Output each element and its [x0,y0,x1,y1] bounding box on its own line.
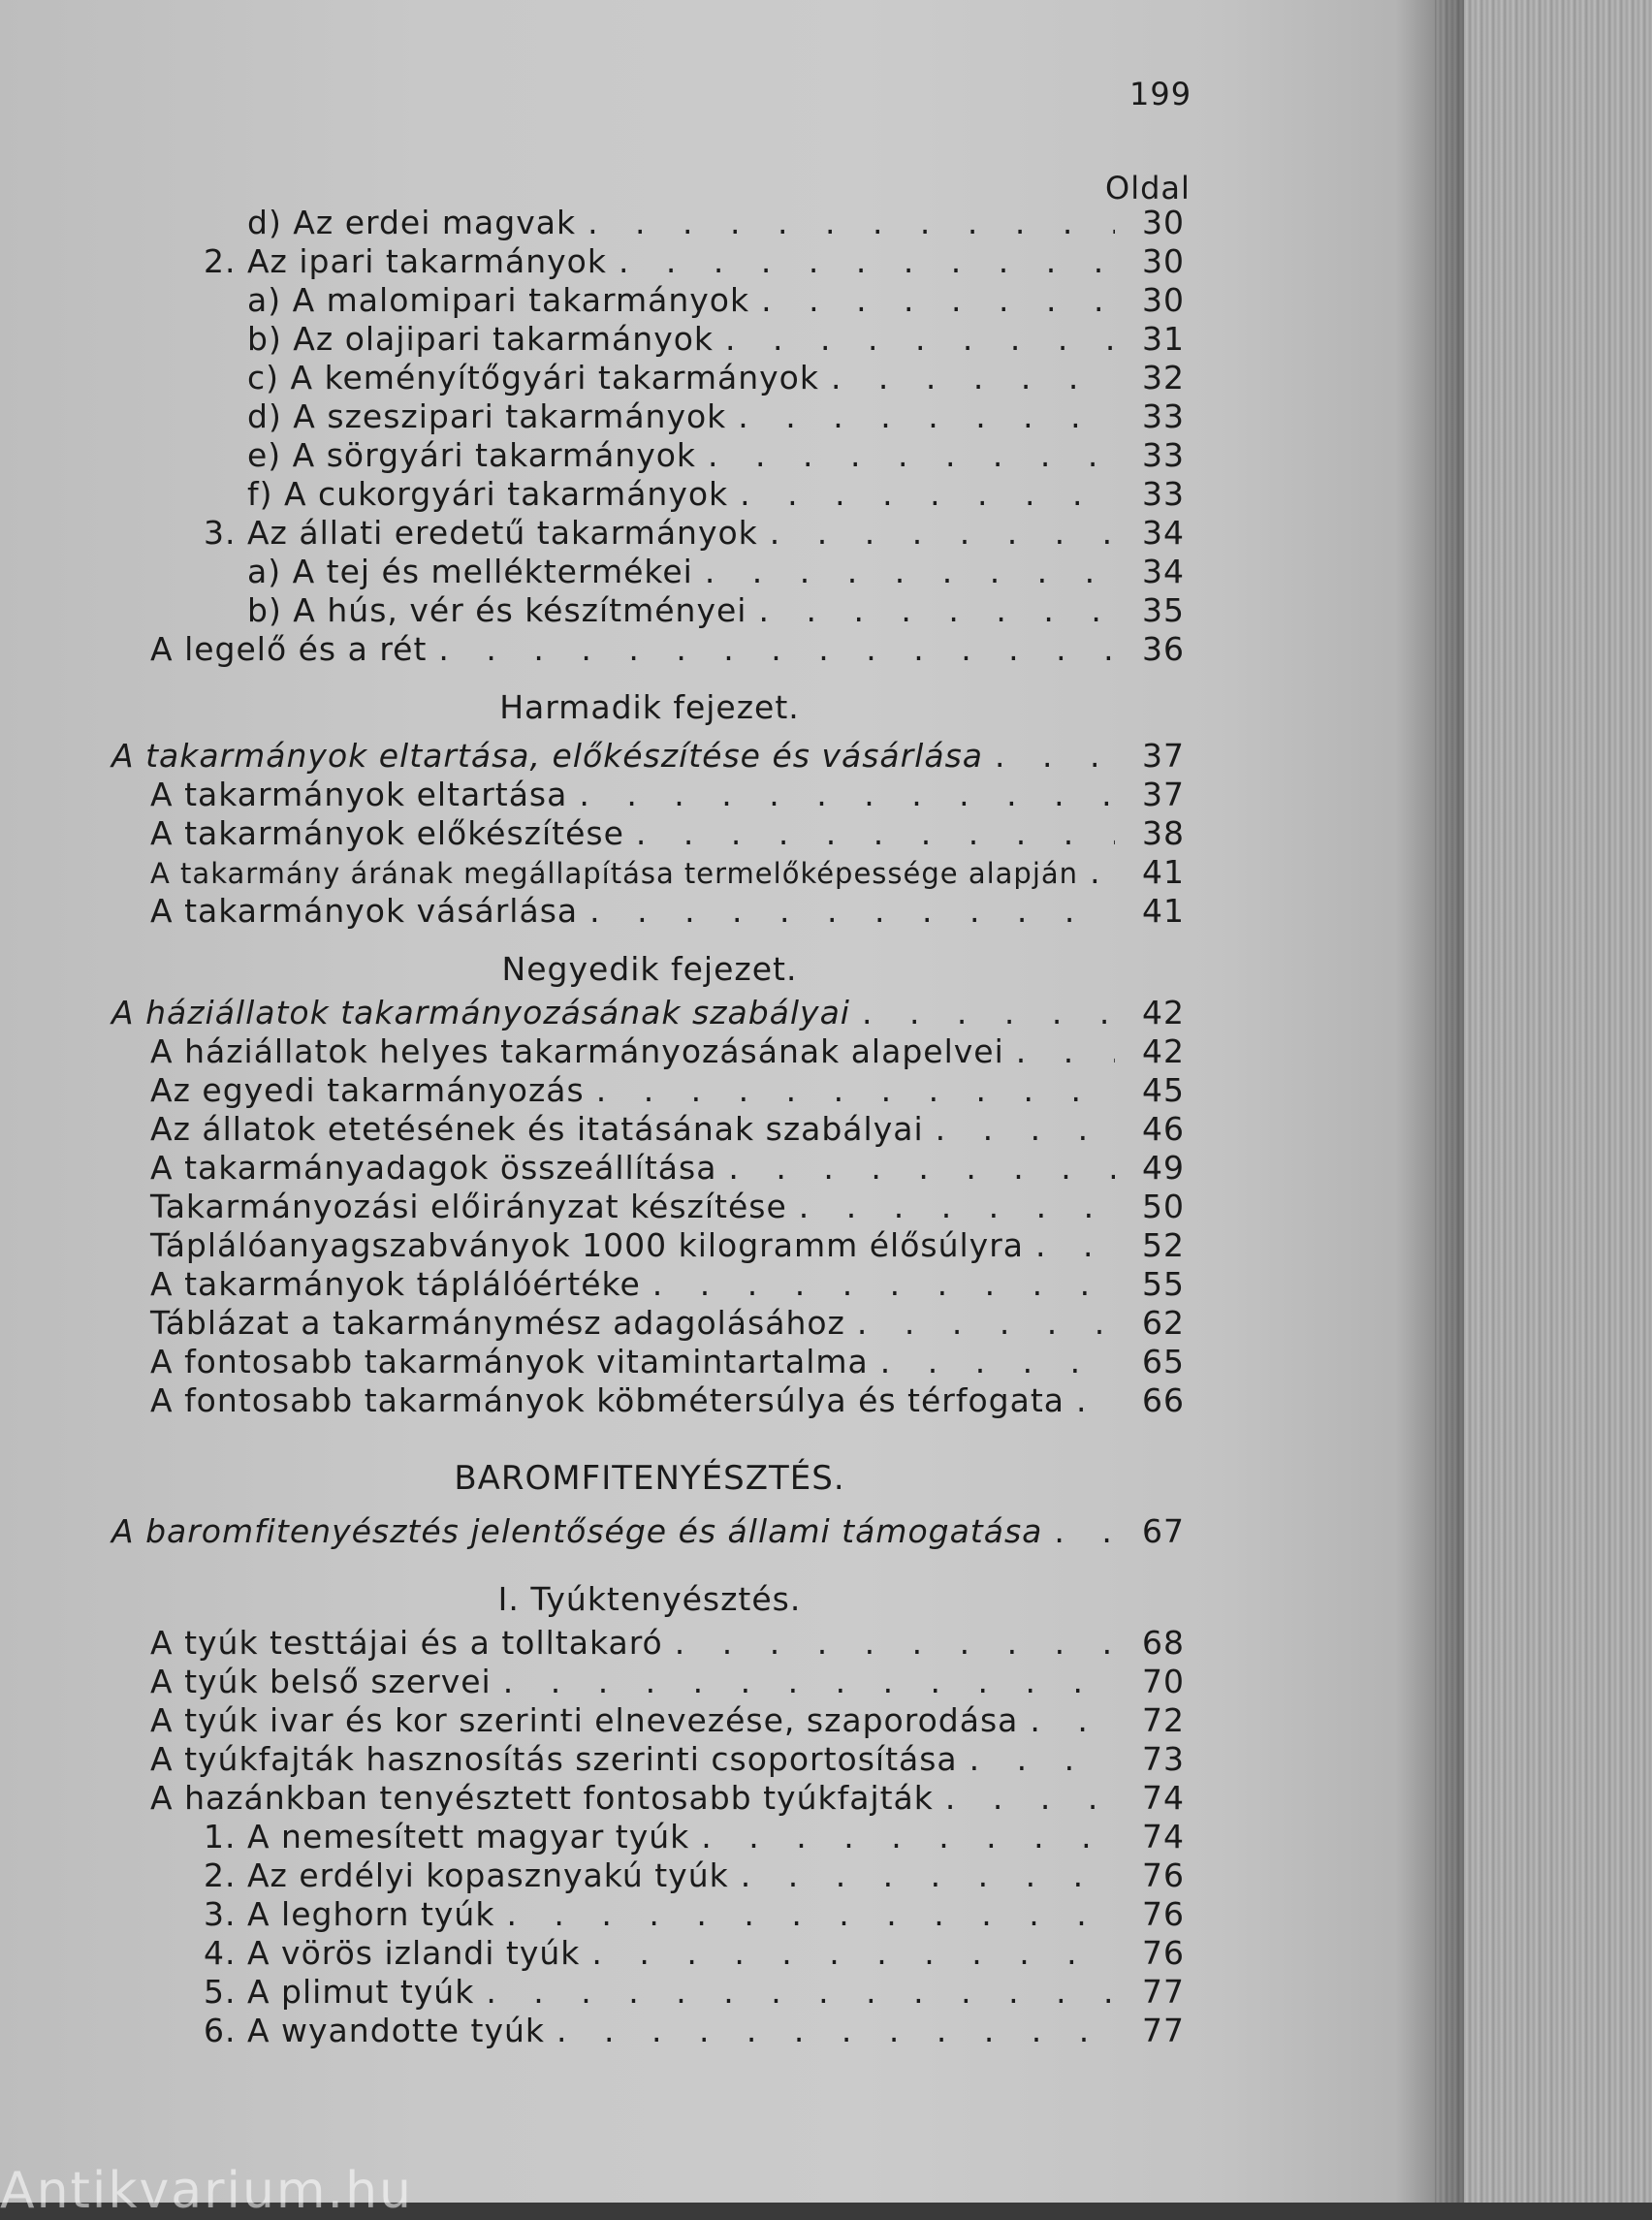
toc-entry-page: 76 [1142,1934,1185,1972]
toc-entry [247,359,1185,397]
toc-entry-title: A legelő és a rét [150,630,428,668]
toc-entry [150,1701,1185,1740]
dot-leader [427,630,1115,668]
toc-entry [150,1624,1185,1663]
toc-entry-page: 50 [1142,1188,1185,1225]
dot-leader [747,591,1115,629]
toc-entry-title: a) A tej és melléktermékei [247,553,693,590]
dot-leader [580,1934,1115,1972]
toc-entry-title: a) A malomipari takarmányok [247,281,750,319]
toc-entry-title: A fontosabb takarmányok köbmétersúlya és térfogata [150,1381,1064,1419]
page-column-label: Oldal [1105,170,1191,206]
dot-leader [624,814,1115,852]
toc-entry [204,1856,1185,1895]
dot-leader [1064,1381,1115,1419]
dot-leader [869,1343,1115,1380]
dot-leader [924,1110,1115,1148]
dot-leader [689,1818,1115,1855]
watermark-text: Antikvarium.hu [0,2162,413,2220]
toc-entry [150,1343,1185,1381]
dot-leader [758,514,1115,552]
toc-entry-title: Az egyedi takarmányozás [150,1071,585,1109]
toc-entry-page: 67 [1142,1512,1185,1550]
toc-entry-page: 46 [1142,1110,1185,1148]
toc-entry-page: 52 [1142,1226,1185,1264]
toc-entry-page: 35 [1142,591,1185,629]
toc-entry [111,737,1185,776]
toc-entry [204,514,1185,553]
toc-entry-page: 30 [1142,242,1185,280]
dot-leader [983,737,1115,775]
toc-entry [150,1071,1185,1110]
toc-entry-title: b) Az olajipari takarmányok [247,320,715,358]
toc-entry-title: A takarmányok előkészítése [150,814,624,852]
toc-entry-title: c) A keményítőgyári takarmányok [247,359,819,396]
toc-entry-page: 65 [1142,1343,1185,1380]
dot-leader [474,1973,1115,2011]
dot-leader [729,1856,1115,1894]
toc-entry [204,242,1185,281]
toc-entry-page: 33 [1142,475,1185,513]
toc-entry [150,1226,1185,1265]
toc-entry [247,320,1185,359]
toc-entry-page: 42 [1142,994,1185,1031]
dot-leader [726,397,1115,435]
dot-leader [1042,1512,1115,1550]
dot-leader [641,1265,1115,1303]
toc-entry-page: 66 [1142,1381,1185,1419]
toc-entry-title: A takarmányok táplálóértéke [150,1265,641,1303]
toc-entry-title: Az állatok etetésének és itatásának szabályai [150,1110,924,1148]
toc-entry-page: 77 [1142,1973,1185,2011]
dot-leader [663,1624,1115,1662]
toc-entry-title: 1. A nemesített magyar tyúk [204,1818,690,1855]
toc-entry [150,1663,1185,1701]
toc-entry-page: 41 [1142,853,1185,891]
toc-entry-page: 77 [1142,2012,1185,2049]
toc-entry-title: A háziállatok helyes takarmányozásának alapelvei [150,1032,1004,1070]
toc-entry-title: 3. Az állati eredetű takarmányok [204,514,758,552]
dot-leader [607,242,1115,280]
toc-entry-page: 41 [1142,892,1185,930]
dot-leader [850,994,1115,1031]
toc-entry-page: 30 [1142,204,1185,241]
toc-entry-title: d) Az erdei magvak [247,204,577,241]
section-heading: BAROMFITENYÉSZTÉS. [454,1459,845,1498]
toc-entry [204,2012,1185,2050]
toc-entry-page: 76 [1142,1856,1185,1894]
toc-entry-page: 62 [1142,1304,1185,1342]
toc-entry-page: 37 [1142,776,1185,813]
toc-entry-page: 36 [1142,630,1185,668]
page-fore-edge [1435,0,1652,2203]
toc-entry-title: d) A szeszipari takarmányok [247,397,727,435]
dot-leader [492,1663,1115,1700]
toc-entry-title: A fontosabb takarmányok vitamintartalma [150,1343,869,1380]
toc-entry [247,475,1185,514]
toc-entry-title: A tyúkfajták hasznosítás szerinti csoportosítása [150,1740,958,1778]
toc-entry [247,204,1185,242]
toc-entry-page: 38 [1142,814,1185,852]
toc-entry-page: 55 [1142,1265,1185,1303]
dot-leader [1024,1226,1115,1264]
toc-entry-page: 42 [1142,1032,1185,1070]
toc-entry-title: 5. A plimut tyúk [204,1973,475,2011]
toc-entry [150,1032,1185,1071]
toc-entry-title: A háziállatok takarmányozásának szabályai [111,994,850,1031]
toc-entry-title: f) A cukorgyári takarmányok [247,475,729,513]
toc-entry-page: 68 [1142,1624,1185,1662]
dot-leader [728,475,1115,513]
toc-entry [150,892,1185,931]
toc-entry-page: 33 [1142,436,1185,474]
dot-leader [1004,1032,1115,1070]
dot-leader [819,359,1115,396]
toc-entry [204,1818,1185,1856]
toc-entry-page: 34 [1142,553,1185,590]
toc-entry-page: 31 [1142,320,1185,358]
dot-leader [567,776,1115,813]
toc-entry [247,591,1185,630]
toc-entry-title: A tyúk testtájai és a tolltakaró [150,1624,663,1662]
toc-entry [150,1110,1185,1149]
toc-entry-title: 2. Az erdélyi kopasznyakú tyúk [204,1856,729,1894]
toc-entry [150,1779,1185,1818]
toc-entry-page: 74 [1142,1779,1185,1817]
toc-entry-title: e) A sörgyári takarmányok [247,436,697,474]
toc-entry [150,1149,1185,1188]
dot-leader [576,204,1115,241]
toc-entry [150,1265,1185,1304]
toc-entry [150,1304,1185,1343]
toc-entry-page: 70 [1142,1663,1185,1700]
toc-entry-page: 45 [1142,1071,1185,1109]
toc-entry [204,1973,1185,2012]
toc-entry [247,436,1185,475]
toc-entry-title: 6. A wyandotte tyúk [204,2012,545,2049]
toc-entry [150,1740,1185,1779]
toc-entry [150,1381,1185,1420]
section-heading: Harmadik fejezet. [499,688,800,726]
toc-entry [247,397,1185,436]
dot-leader [934,1779,1115,1817]
toc-entry-title: b) A hús, vér és készítményei [247,591,747,629]
toc-entry [111,994,1185,1032]
dot-leader [787,1188,1115,1225]
toc-entry [247,553,1185,591]
toc-entry-title: 2. Az ipari takarmányok [204,242,607,280]
toc-entry [150,853,1185,892]
toc-entry-page: 76 [1142,1895,1185,1933]
toc-entry-title: A takarmányadagok összeállítása [150,1149,717,1187]
toc-entry-title: Táblázat a takarmánymész adagolásához [150,1304,845,1342]
toc-entry [204,1934,1185,1973]
toc-entry-title: A takarmányok eltartása, előkészítése és vásárlása [111,737,983,775]
toc-entry-title: A tyúk belső szervei [150,1663,492,1700]
dot-leader [1018,1701,1115,1739]
toc-entry [111,1512,1185,1551]
dot-leader [1078,853,1115,891]
toc-entry [150,630,1185,669]
toc-entry-title: A hazánkban tenyésztett fontosabb tyúkfajták [150,1779,934,1817]
dot-leader [749,281,1115,319]
toc-entry-page: 30 [1142,281,1185,319]
toc-entry [247,281,1185,320]
toc-entry-page: 33 [1142,397,1185,435]
toc-entry-page: 73 [1142,1740,1185,1778]
page-number: 199 [1129,76,1192,112]
toc-entry-page: 32 [1142,359,1185,396]
toc-entry-page: 72 [1142,1701,1185,1739]
toc-entry-title: Takarmányozási előirányzat készítése [150,1188,787,1225]
toc-entry-title: A takarmányok vásárlása [150,892,579,930]
dot-leader [714,320,1115,358]
dot-leader [545,2012,1115,2049]
dot-leader [585,1071,1115,1109]
dot-leader [494,1895,1115,1933]
toc-entry-title: 3. A leghorn tyúk [204,1895,495,1933]
dot-leader [578,892,1115,930]
dot-leader [716,1149,1115,1187]
dot-leader [958,1740,1115,1778]
toc-entry [150,776,1185,814]
toc-entry [150,814,1185,853]
toc-entry-title: 4. A vörös izlandi tyúk [204,1934,581,1972]
toc-entry-title: A baromfitenyésztés jelentősége és állami támogatása [111,1512,1043,1550]
dot-leader [696,436,1115,474]
dot-leader [845,1304,1115,1342]
dot-leader [693,553,1115,590]
toc-entry [204,1895,1185,1934]
toc-entry-page: 49 [1142,1149,1185,1187]
section-heading: I. Tyúktenyésztés. [497,1580,802,1618]
toc-entry [150,1188,1185,1226]
toc-entry-title: Táplálóanyagszabványok 1000 kilogramm élősúlyra [150,1226,1025,1264]
toc-entry-page: 37 [1142,737,1185,775]
toc-entry-title: A takarmányok eltartása [150,776,568,813]
section-heading: Negyedik fejezet. [501,950,798,988]
toc-entry-title: A takarmány árának megállapítása termelőképessége alapján [150,857,1079,890]
toc-entry-page: 74 [1142,1818,1185,1855]
toc-entry-page: 34 [1142,514,1185,552]
toc-entry-title: A tyúk ivar és kor szerinti elnevezése, szaporodása [150,1701,1019,1739]
